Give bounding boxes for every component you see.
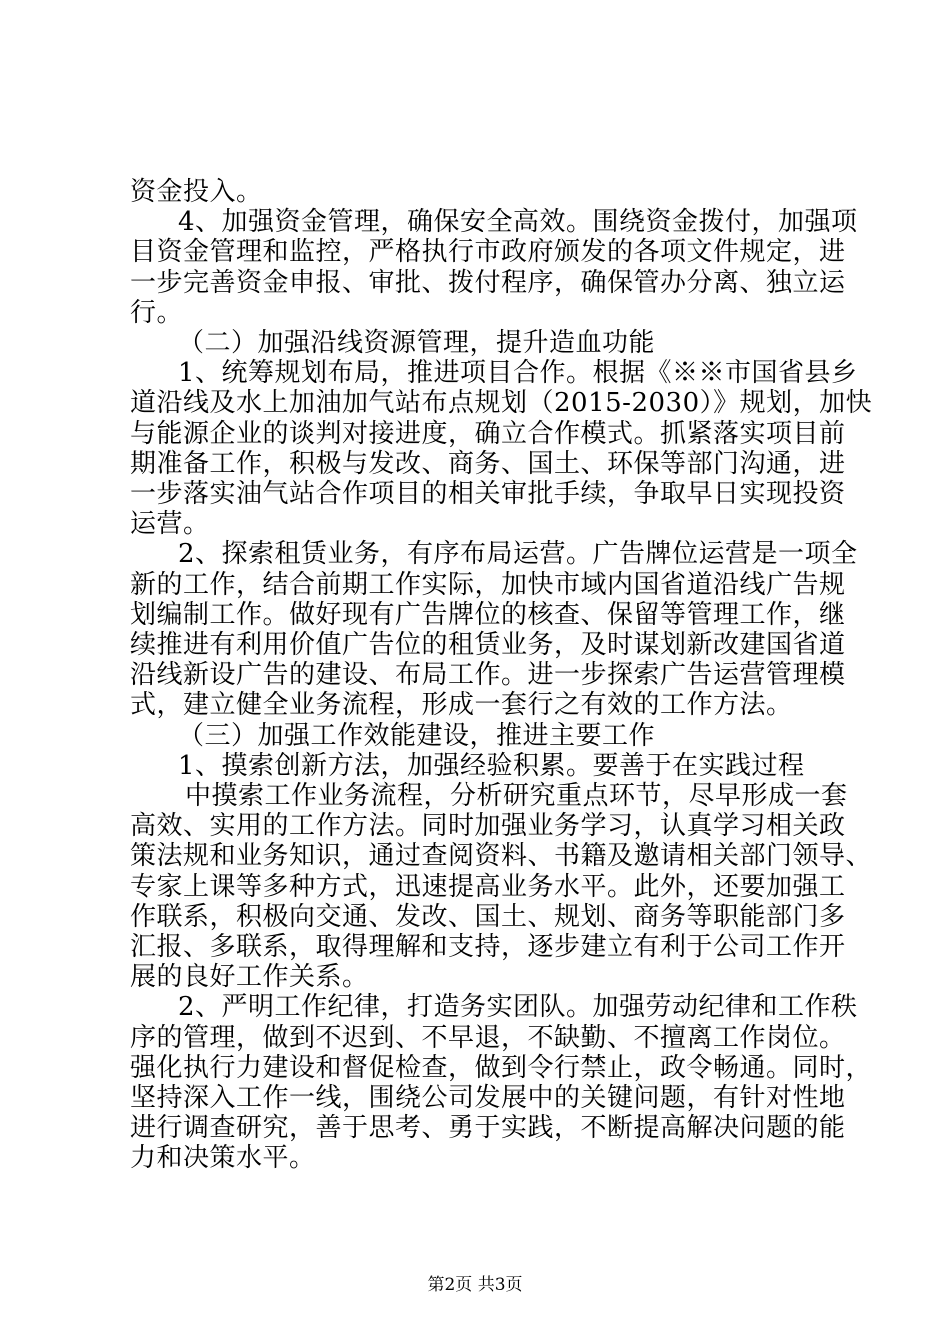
body-text-line: 坚持深入工作一线，围绕公司发展中的关键问题，有针对性地 <box>130 1083 846 1113</box>
body-text-line: 一步落实油气站合作项目的相关审批手续，争取早日实现投资 <box>130 479 846 509</box>
paragraph-start-line: 2、严明工作纪律，打造务实团队。加强劳动纪律和工作秩 <box>178 992 858 1023</box>
paragraph-start-line: 4、加强资金管理，确保安全高效。围绕资金拨付，加强项 <box>178 207 858 238</box>
body-text-line: 运营。 <box>130 509 210 540</box>
body-text-line: 序的管理，做到不迟到、不早退，不缺勤、不擅离工作岗位。 <box>130 1022 846 1053</box>
body-text-line: 展的良好工作关系。 <box>130 962 369 993</box>
body-text-line: 力和决策水平。 <box>130 1143 316 1174</box>
body-text-line: 进行调查研究，善于思考、勇于实践，不断提高解决问题的能 <box>130 1113 846 1144</box>
body-text-line: 作联系，积极向交通、发改、国土、规划、商务等职能部门多 <box>130 901 846 932</box>
section-heading: （三）加强工作效能建设，推进主要工作 <box>178 720 656 751</box>
paragraph-start-line: 2、探索租赁业务，有序布局运营。广告牌位运营是一项全 <box>178 539 858 570</box>
paragraph-start-line: 1、统筹规划布局，推进项目合作。根据《※※市国省县乡 <box>178 358 858 389</box>
body-text-line: 强化执行力建设和督促检查，做到令行禁止，政令畅通。同时， <box>130 1052 873 1083</box>
body-text-line: 续推进有利用价值广告位的租赁业务，及时谋划新改建国省道 <box>130 630 846 660</box>
paragraph-start-line: 1、摸索创新方法，加强经验积累。要善于在实践过程 <box>178 750 805 781</box>
body-text-line: 高效、实用的工作方法。同时加强业务学习，认真学习相关政 <box>130 811 846 842</box>
body-text-line: 新的工作，结合前期工作实际，加快市域内国省道沿线广告规 <box>130 569 846 600</box>
body-text-line: 汇报、多联系，取得理解和支持，逐步建立有利于公司工作开 <box>130 932 846 962</box>
body-text-line: 与能源企业的谈判对接进度，确立合作模式。抓紧落实项目前 <box>130 418 846 449</box>
body-text-line: 期准备工作，积极与发改、商务、国土、环保等部门沟通，进 <box>130 448 846 479</box>
page-number-footer: 第2页 共3页 <box>427 1275 523 1295</box>
body-text-line: 资金投入。 <box>130 177 263 207</box>
body-text-line: 一步完善资金申报、审批、拨付程序，确保管办分离、独立运 <box>130 267 846 298</box>
body-text-line: 策法规和业务知识，通过查阅资料、书籍及邀请相关部门领导、 <box>130 841 873 872</box>
body-text-line: 目资金管理和监控，严格执行市政府颁发的各项文件规定，进 <box>130 237 846 268</box>
body-text-line: 中摸索工作业务流程，分析研究重点环节，尽早形成一套 <box>185 781 848 811</box>
body-text-line: 划编制工作。做好现有广告牌位的核查、保留等管理工作，继 <box>130 599 846 630</box>
body-text-line: 式，建立健全业务流程，形成一套行之有效的工作方法。 <box>130 690 793 721</box>
body-text-line: 道沿线及水上加油加气站布点规划（2015-2030）》规划，加快 <box>130 388 873 419</box>
body-text-line: 专家上课等多种方式，迅速提高业务水平。此外，还要加强工 <box>130 871 846 902</box>
body-text-line: 沿线新设广告的建设、布局工作。进一步探索广告运营管理模 <box>130 660 846 691</box>
section-heading: （二）加强沿线资源管理，提升造血功能 <box>178 328 656 358</box>
body-text-line: 行。 <box>130 297 184 328</box>
